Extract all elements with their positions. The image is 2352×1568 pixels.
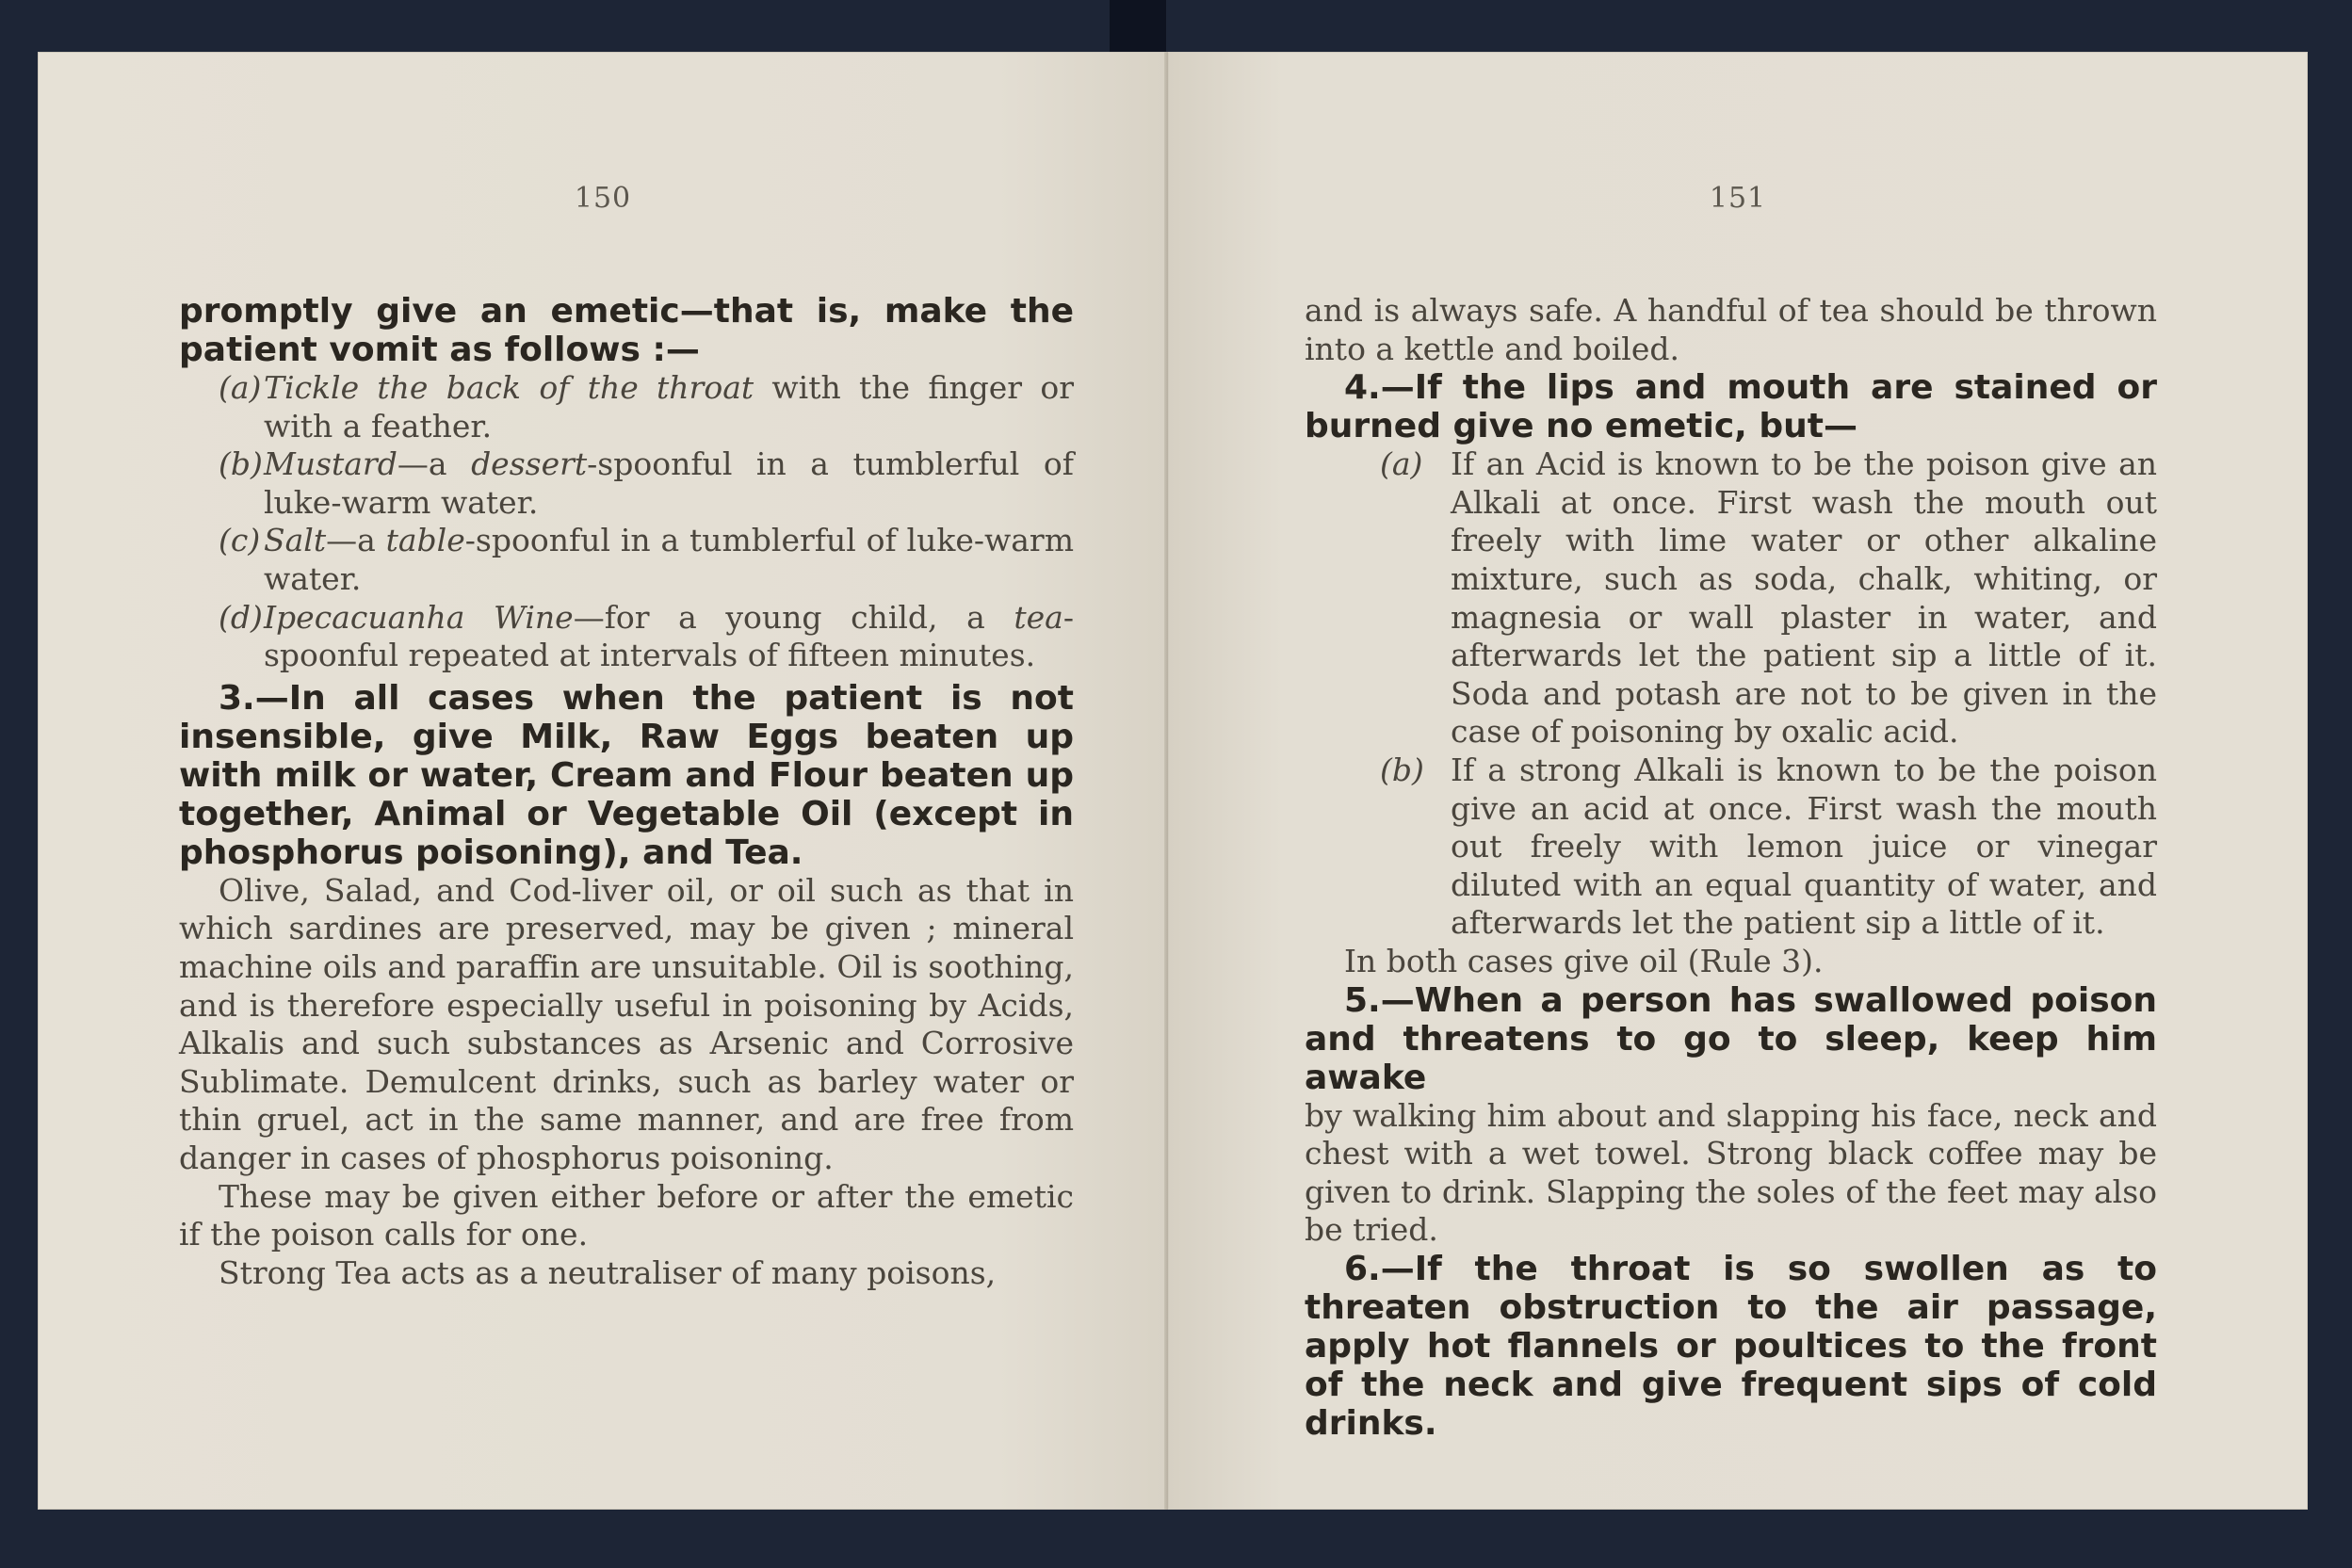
oil-paragraph: Olive, Salad, and Cod-liver oil, or oil such as that in which sardines are preserved, may be given ; mineral machine oils and paraffin are unsuitable. Oil is soothing, and is therefore especially useful in poisoning by Acids, Alkalis and such substances as Arsenic and Corrosive Sublimate. Demulcent drinks, such as barley water or thin gruel, act in the same manner, and are free from danger in cases of phosphorus poisoning. [179, 871, 1074, 1176]
stain-item-a: (a) If an Acid is known to be the poison give an Alkali at once. First wash the mouth out freely with lime water or other alkaline mixture, such as soda, chalk, whiting, or magnesia or wall plaster in water, and afterwards let the patient sip a little of it. Soda and potash are not to be given in the case of poisoning by oxalic acid. [1380, 445, 2157, 751]
emetic-item-b: (b) Mustard—a dessert-spoonful in a tumblerful of luke-warm water. [219, 445, 1074, 521]
emetic-item-a: (a) Tickle the back of the throat with the finger or with a feather. [219, 369, 1075, 445]
emetic-item-d: (d) Ipecacuanha Wine—for a young child, a tea-spoonful repeated at intervals of fifteen minutes. [219, 598, 1074, 674]
rule-5-text: by walking him about and slapping his face, neck and chest with a wet towel. Strong black coffee may be given to drink. Slapping the soles of the feet may also be tried. [1305, 1096, 2157, 1249]
emetic-item-c: (c) Salt—a table-spoonful in a tumblerful of luke-warm water. [219, 522, 1075, 597]
page-number-right: 151 [1709, 182, 1767, 215]
rule-5-heading: 5.—When a person has swallowed poison and threatens to go to sleep, keep him awake [1305, 980, 2157, 1097]
stain-item-b: (b) If a strong Alkali is known to be the poison give an acid at once. First wash the mouth out freely with lemon juice or vinegar diluted with an equal quantity of water, and afterwards let the patient sip a little of it. [1380, 751, 2157, 942]
rule-6-heading: 6.—If the throat is so swollen as to threaten obstruction to the air passage, apply hot flannels or poultices to the front of the neck and give frequent sips of cold drinks. [1305, 1249, 2157, 1443]
left-page [38, 52, 1168, 1510]
rule-4-heading: 4.—If the lips and mouth are stained or burned give no emetic, but— [1305, 368, 2157, 446]
emetic-timing-paragraph: These may be given either before or after the emetic if the poison calls for one. [179, 1177, 1074, 1253]
tea-continuation: and is always safe. A handful of tea should be thrown into a kettle and boiled. [1305, 292, 2157, 367]
both-cases-note: In both cases give oil (Rule 3). [1344, 942, 1824, 979]
lead-instruction: promptly give an emetic—that is, make the patient vomit as follows :— [179, 292, 1074, 369]
page-number-left: 150 [574, 182, 632, 215]
spine-shadow [1110, 0, 1166, 53]
right-page-text [1305, 292, 2157, 1443]
right-page [1168, 52, 2308, 1510]
strong-tea-paragraph: Strong Tea acts as a neutraliser of many poisons, [219, 1253, 997, 1291]
rule-3-heading: 3.—In all cases when the patient is not insensible, give Milk, Raw Eggs beaten up with milk or water, Cream and Flour beaten up together, Animal or Vegetable Oil (except in phosphorus poisoning), and Tea. [179, 678, 1074, 872]
left-page-text [179, 292, 1074, 1292]
